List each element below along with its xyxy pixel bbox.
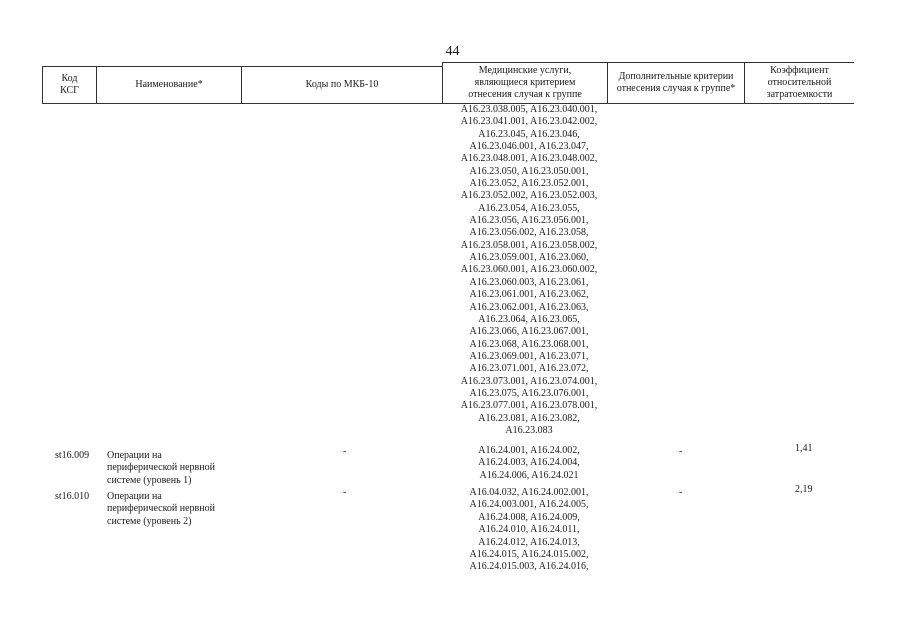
row-name-line: Операции на	[107, 450, 162, 461]
service-line: A16.24.012, A16.24.013,	[478, 536, 580, 548]
row-extra: -	[679, 446, 683, 457]
service-line: A16.23.066, A16.23.067.001,	[469, 326, 589, 338]
service-line: A16.24.001, A16.24.002,	[478, 445, 580, 456]
header-code: Код КСГ	[60, 72, 79, 96]
row-name-line: периферической нервной	[107, 462, 215, 474]
service-line: A16.23.068, A16.23.068.001,	[469, 338, 589, 350]
row-name-line: системе (уровень 1)	[107, 474, 192, 486]
service-line: A16.23.062.001, A16.23.063,	[469, 301, 589, 313]
row-coef: 1,41	[795, 443, 813, 454]
service-line: A16.23.046.001, A16.23.047,	[469, 141, 589, 153]
row-code: st16.010	[55, 491, 90, 502]
service-line: A16.23.045, A16.23.046,	[478, 128, 580, 140]
service-line: A16.23.052, A16.23.052.001,	[469, 178, 589, 190]
service-line: A16.23.077.001, A16.23.078.001,	[460, 400, 598, 412]
service-line: A16.23.081, A16.23.082,	[478, 412, 580, 424]
service-line: A16.23.056, A16.23.056.001,	[469, 215, 589, 227]
header-services: Медицинские услуги, являющиеся критерием отнесения случая к группе	[468, 64, 582, 100]
service-line: A16.24.003.001, A16.24.005,	[469, 499, 589, 511]
service-line: A16.23.061.001, A16.23.062,	[469, 289, 589, 301]
service-line: A16.23.059.001, A16.23.060,	[469, 252, 589, 264]
header-extra: Дополнительные критерии отнесения случая к группе*	[616, 70, 736, 94]
service-line: A16.23.060.003, A16.23.061,	[469, 276, 589, 288]
service-line: A16.23.071.001, A16.23.072,	[469, 363, 589, 375]
service-line: A16.23.054, A16.23.055,	[478, 202, 580, 214]
service-line: A16.23.050, A16.23.050.001,	[469, 165, 589, 177]
row-name-line: периферической нервной	[107, 503, 215, 515]
service-line: A16.23.075, A16.23.076.001,	[469, 387, 589, 399]
row-mkb: -	[343, 446, 347, 457]
service-line: A16.23.083	[505, 424, 553, 436]
service-line: A16.23.060.001, A16.23.060.002,	[460, 264, 598, 276]
service-line: A16.24.015, A16.24.015.002,	[469, 549, 589, 561]
service-line: A16.24.008, A16.24.009,	[478, 511, 580, 523]
service-line: A16.23.048.001, A16.23.048.002,	[460, 153, 598, 165]
page-number: 44	[445, 44, 460, 59]
row-mkb: -	[343, 487, 347, 498]
row-services	[443, 445, 615, 482]
service-line: A16.23.058.001, A16.23.058.002,	[460, 239, 598, 251]
service-line: A16.23.038.005, A16.23.040.001,	[460, 104, 598, 115]
header-mkb: Коды по МКБ-10	[305, 78, 379, 90]
row-name-line: системе (уровень 2)	[107, 515, 192, 527]
continuation-services	[443, 104, 615, 437]
row-name	[107, 450, 237, 487]
row-name	[107, 491, 237, 528]
service-line: A16.23.064, A16.23.065,	[478, 313, 580, 325]
service-line: A16.24.015.003, A16.24.016,	[469, 561, 589, 573]
service-line: A16.23.052.002, A16.23.052.003,	[460, 190, 598, 202]
service-line: A16.23.073.001, A16.23.074.001,	[460, 375, 598, 387]
header-coef: Коэффициент относительной затратоемкости	[766, 64, 833, 100]
service-line: A16.23.041.001, A16.23.042.002,	[460, 116, 598, 128]
service-line: A16.24.003, A16.24.004,	[478, 457, 580, 469]
row-name-line: Операции на	[107, 491, 162, 502]
row-services	[443, 487, 615, 574]
row-extra: -	[679, 487, 683, 498]
row-coef: 2,19	[795, 484, 813, 495]
service-line: A16.04.032, A16.24.002.001,	[469, 487, 589, 498]
service-line: A16.23.056.002, A16.23.058,	[469, 227, 589, 239]
header-name: Наименование*	[135, 78, 203, 90]
service-line: A16.23.069.001, A16.23.071,	[469, 350, 589, 362]
row-code: st16.009	[55, 450, 90, 461]
service-line: A16.24.006, A16.24.021	[479, 469, 579, 481]
service-line: A16.24.010, A16.24.011,	[478, 524, 580, 536]
